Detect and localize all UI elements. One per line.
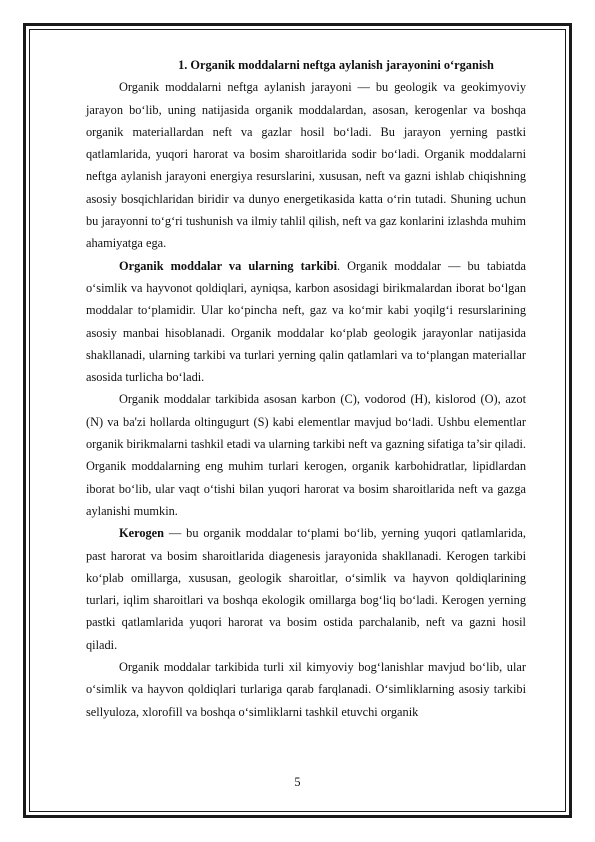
paragraph-5 [86, 656, 526, 723]
paragraph-lead-term: Organik moddalar va ularning tarkibi [119, 258, 337, 273]
section-heading: 1. Organik moddalarni neftga aylanish jarayonini o‘rganish [178, 58, 494, 72]
paragraph-text: Organik moddalarni neftga aylanish jarayoni — bu geologik va geokimyoviy jarayon bo‘lib, uning natijasida organik moddalardan, asosan, kerogenlar va boshqa organik materiallardan neft va gazlar hosil bo‘ladi. Bu jarayon yerning pastki qatlamlarida, yuqori harorat va bosim sharoitlarida sodir bo‘ladi. Organik moddalarni neftga aylanish jarayoni energiya resurslarini, xususan, neft va gazni ishlab chiqishning asosiy bosqichlaridan biridir va dunyo energetikasida katta o‘rin tutadi. Shuning uchun bu jarayonni to‘g‘ri tushunish va ilmiy tahlil qilish, neft va gaz konlarini izlashda muhim ahamiyatga ega. [86, 80, 526, 251]
paragraph-text: . Organik moddalar — bu tabiatda o‘simlik va hayvonot qoldiqlari, ayniqsa, karbon asosidagi birikmalardan iborat bo‘lgan moddalar to‘plamidir. Ular ko‘pincha neft, gaz va ko‘mir kabi yoqilg‘i resurslarining asosiy manbai hisoblanadi. Organik moddalar ko‘plab geologik jarayonlar natijasida shakllanadi, ularning tarkibi va turlari yerning qalin qatlamlari va to‘plangan materiallar asosida turlicha bo‘ladi. [86, 258, 526, 385]
paragraph-lead-term: Kerogen [119, 526, 165, 541]
document-body [86, 54, 526, 723]
page-number: 5 [294, 775, 301, 789]
paragraph-2 [86, 255, 526, 389]
paragraph-3 [86, 388, 526, 522]
paragraph-1 [86, 76, 526, 254]
paragraph-text: — bu organik moddalar to‘plami bo‘lib, yerning yuqori qatlamlarida, past harorat va bosim sharoitlarida diagenesis jarayonida shakllanadi. Kerogen tarkibi ko‘plab omillarga, xususan, geologik sharoitlar, o‘simlik va hayvon qoldiqlarining turlari, iqlim sharoitlari va boshqa ekologik omillarga bog‘liq bo‘ladi. Kerogen yerning pastki qatlamlarida yuqori harorat va bosim ostida parchalanib, neft va gazni hosil qiladi. [86, 526, 526, 652]
paragraph-text: Organik moddalar tarkibida asosan karbon (C), vodorod (H), kislorod (O), azot (N) va ba'zi hollarda oltingugurt (S) kabi elementlar mavjud bo‘ladi. Ushbu elementlar organik birikmalarni tashkil etadi va ularning tarkibi neft va gazning sifatiga ta’sir qiladi. Organik moddalarning eng muhim turlari kerogen, organik karbohidratlar, lipidlardan iborat bo‘lib, ular vaqt o‘tishi bilan yuqori harorat va bosim sharoitlarida neft va gazga aylanishi mumkin. [86, 392, 526, 518]
paragraph-text: Organik moddalar tarkibida turli xil kimyoviy bog‘lanishlar mavjud bo‘lib, ular o‘simlik va hayvon qoldiqlari turlariga qarab farqlanadi. O‘simliklarning asosiy tarkibi sellyuloza, xlorofill va boshqa o‘simliklarni tashkil etuvchi organik [86, 660, 526, 719]
paragraph-4 [86, 522, 526, 656]
